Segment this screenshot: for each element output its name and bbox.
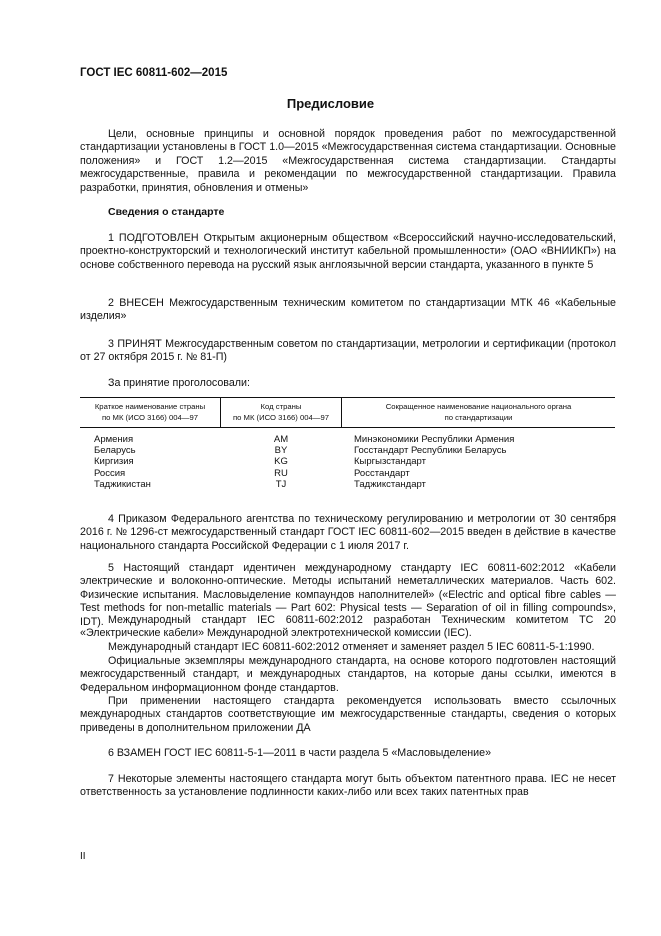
- document-code-header: ГОСТ IEC 60811-602—2015: [80, 67, 228, 79]
- table-cell-body: Таджикстандарт: [354, 478, 426, 490]
- item-5-paragraph-4: Официальные экземпляры международного стандарта, на основе которого подготовлен настоящий межгосударственный стандарт, и международных стандартов, на которые даны ссылки, имеются в Федеральном информационном фонде стандартов.: [80, 655, 616, 694]
- header-line: Краткое наименование страны: [94, 402, 206, 411]
- section-title: Предисловие: [286, 96, 375, 111]
- intro-paragraph: Цели, основные принципы и основной порядок проведения работ по межгосударственной стандартизации установлены в ГОСТ 1.0—2015 «Межгосударственная система стандартизации. Основные положения» и ГОСТ 1.2—2015 «Межгосударственная система стандартизации. Стандарты межгосударственные, правила и рекомендации по межгосударственной стандартизации. Правила разработки, принятия, обновления и отмены»: [80, 128, 616, 194]
- table-column-country: [94, 434, 214, 490]
- table-column-code: [221, 434, 341, 490]
- table-cell-code: RU: [274, 467, 288, 479]
- table-cell-code: TJ: [275, 478, 287, 490]
- header-line: Код страны: [260, 402, 302, 411]
- table-cell-body: Кыргызстандарт: [354, 456, 426, 468]
- voted-label: За принятие проголосовали:: [108, 377, 250, 389]
- header-line: по стандартизации: [444, 412, 513, 422]
- table-header-country: [80, 402, 220, 423]
- voting-table: [80, 397, 615, 493]
- item-5-paragraph-2: Международный стандарт IEC 60811-602:2012 разработан Техническим комитетом ТС 20 «Электрические кабели» Международной электротехнической комиссии (IEC).: [80, 614, 616, 640]
- item-5-paragraph: 5 Настоящий стандарт идентичен международному стандарту IEC 60811-602:2012 «Кабели электрические и волоконно-оптические. Методы испытаний неметаллических материалов. Часть 602. Физические испытания. Масловыделение компаундов наполнителей» («Electric and optical fibre cables — Test methods for non-metallic materials — Part 602: Physical tests — Separation of oil in filling compounds», IDT).: [80, 562, 616, 628]
- item-6-paragraph: 6 ВЗАМЕН ГОСТ IEC 60811-5-1—2011 в части раздела 5 «Масловыделение»: [108, 747, 492, 759]
- item-7-paragraph: 7 Некоторые элементы настоящего стандарта могут быть объектом патентного права. IEC не несет ответственность за установление подлинности каких-либо или всех таких патентных прав: [80, 773, 616, 799]
- header-line: по МК (ИСО 3166) 004—97: [232, 412, 330, 422]
- table-header-code: [221, 402, 341, 423]
- item-1-paragraph: 1 ПОДГОТОВЛЕН Открытым акционерным обществом «Всероссийский научно-исследовательский, проектно-конструкторский и технологический институт кабельной промышленности» (ОАО «ВНИИКП») на основе собственного перевода на русский язык англоязычной версии стандарта, указанного в пункте 5: [80, 232, 616, 271]
- table-header-body: [342, 402, 615, 423]
- table-cell-code: KG: [274, 456, 288, 468]
- table-cell-country: Таджикистан: [94, 478, 151, 490]
- header-line: по МК (ИСО 3166) 004—97: [101, 412, 199, 422]
- table-cell-body: Минэкономики Республики Армения: [354, 434, 515, 445]
- table-cell-code: AM: [273, 434, 289, 445]
- page-number: II: [80, 851, 86, 862]
- table-column-body: [354, 434, 609, 490]
- table-cell-country: Россия: [94, 467, 126, 479]
- item-3-paragraph: 3 ПРИНЯТ Межгосударственным советом по стандартизации, метрологии и сертификации (протокол от 27 октября 2015 г. № 81-П): [80, 338, 616, 364]
- item-4-paragraph: 4 Приказом Федерального агентства по техническому регулированию и метрологии от 30 сентября 2016 г. № 1296-ст межгосударственный стандарт ГОСТ IEC 60811-602—2015 введен в действие в качестве национального стандарта Российской Федерации с 1 июля 2017 г.: [80, 513, 616, 552]
- table-cell-code: BY: [274, 445, 288, 457]
- item-5-paragraph-3: Международный стандарт IEC 60811-602:2012 отменяет и заменяет раздел 5 IEC 60811-5-1:1990.: [108, 641, 595, 653]
- subheading-standard-info: Сведения о стандарте: [108, 206, 225, 218]
- item-2-paragraph: 2 ВНЕСЕН Межгосударственным техническим комитетом по стандартизации МТК 46 «Кабельные изделия»: [80, 297, 616, 323]
- table-cell-body: Росстандарт: [354, 467, 410, 479]
- table-cell-country: Беларусь: [94, 445, 136, 457]
- table-cell-body: Госстандарт Республики Беларусь: [354, 445, 507, 457]
- table-header: [80, 397, 615, 428]
- table-cell-country: Армения: [94, 434, 134, 445]
- header-line: Сокращенное наименование национального органа: [385, 402, 572, 411]
- table-cell-country: Киргизия: [94, 456, 134, 468]
- item-5-paragraph-5: При применении настоящего стандарта рекомендуется использовать вместо ссылочных международных стандартов соответствующие им межгосударственные стандарты, сведения о которых приведены в дополнительном приложении ДА: [80, 695, 616, 734]
